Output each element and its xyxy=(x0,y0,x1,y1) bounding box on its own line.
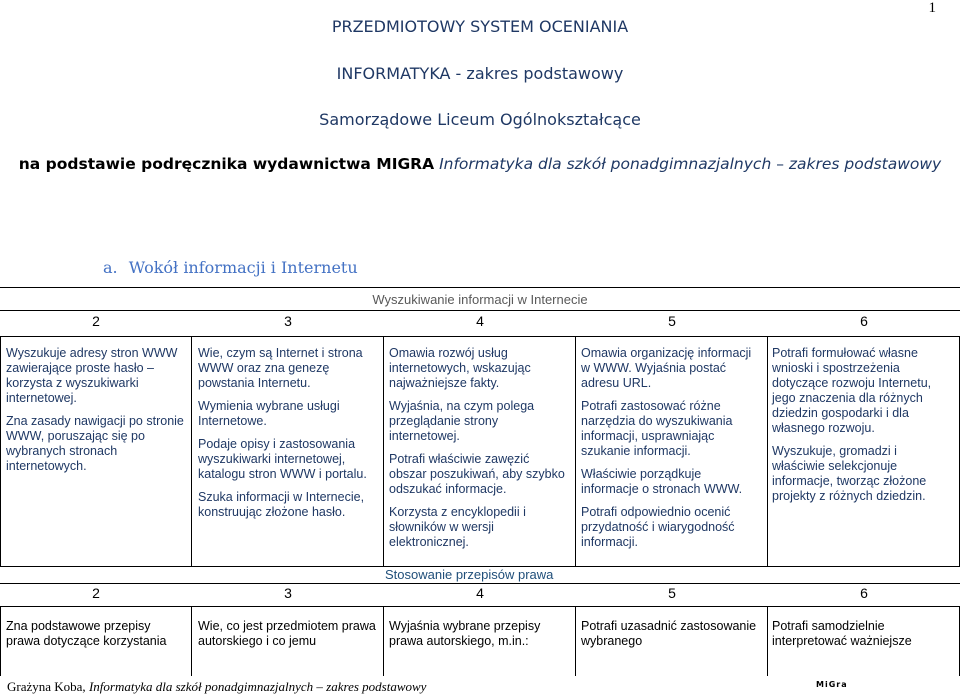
col-border xyxy=(0,606,1,676)
col-border xyxy=(767,336,768,566)
requirement: Potrafi formułować własne wnioski i spostrzeżenia dotyczące rozwoju Internetu, jego znaczenia dla różnych dziedzin gospodarki i dla własnego rozwoju. xyxy=(772,346,932,435)
grade-5: 5 xyxy=(668,585,676,601)
law-grade-3: Wie, co jest przedmiotem prawa autorskiego i co jemu xyxy=(198,619,376,648)
table2-grade-row xyxy=(0,585,960,603)
grade-6: 6 xyxy=(860,585,868,601)
footer-scope: zakres podstawowy xyxy=(326,679,427,694)
grade-4: 4 xyxy=(476,313,484,329)
table2-header-border xyxy=(0,606,960,607)
basis-dash: – xyxy=(771,155,789,173)
requirement: Szuka informacji w Internecie, konstruując złożone hasło. xyxy=(198,490,365,519)
grade-2-requirements xyxy=(6,346,184,482)
section-letter: a. xyxy=(103,258,118,277)
grade-6: 6 xyxy=(860,313,868,329)
textbook-basis xyxy=(0,155,960,173)
requirement: Wyszukuje adresy stron WWW zawierające proste hasło – korzysta z wyszukiwarki internetowej. xyxy=(6,346,178,405)
subject-title: INFORMATYKA - zakres podstawowy xyxy=(336,64,624,83)
requirement: Potrafi odpowiednio ocenić przydatność i wiarygodność informacji. xyxy=(581,505,735,549)
publisher-logo: MiGra xyxy=(816,680,848,689)
requirement: Korzysta z encyklopedii i słowników w wersji elektronicznej. xyxy=(389,505,526,549)
section-title: Wokół informacji i Internetu xyxy=(128,258,358,277)
requirement: Zna zasady nawigacji po stronie WWW, poruszając się po wybranych stronach internetowych. xyxy=(6,414,184,473)
requirement: Właściwie porządkuje informacje o stronach WWW. xyxy=(581,467,743,496)
footer-author: Grażyna Koba, xyxy=(7,679,86,694)
document-title: PRZEDMIOTOWY SYSTEM OCENIANIA xyxy=(331,17,629,36)
table1-caption: Wyszukiwanie informacji w Internecie xyxy=(372,292,588,307)
basis-scope: zakres podstawowy xyxy=(788,155,942,173)
grade-6-requirements xyxy=(772,346,952,512)
col-border xyxy=(191,336,192,566)
basis-bold: na podstawie podręcznika wydawnictwa MIGRA xyxy=(18,155,435,173)
page-number: 1 xyxy=(928,0,936,16)
law-grade-4: Wyjaśnia wybrane przepisy prawa autorskiego, m.in.: xyxy=(389,619,541,648)
law-grade-2: Zna podstawowe przepisy prawa dotyczące korzystania xyxy=(6,619,167,648)
requirement: Podaje opisy i zastosowania wyszukiwarki internetowej, katalogu stron WWW i portalu. xyxy=(198,437,367,481)
page-footer xyxy=(7,679,426,695)
table1-grade-row xyxy=(0,313,960,331)
table1-header-border xyxy=(0,336,960,337)
col-border xyxy=(0,336,1,566)
requirement: Wymienia wybrane usługi Internetowe. xyxy=(198,399,340,428)
table2-caption-border xyxy=(0,583,960,584)
requirement: Omawia rozwój usług internetowych, wskazując najważniejsze fakty. xyxy=(389,346,531,390)
grade-5-requirements xyxy=(581,346,761,558)
requirement: Wyszukuje, gromadzi i właściwie selekcjonuje informacje, tworząc złożone projekty z różnych dziedzin. xyxy=(772,444,927,503)
col-border xyxy=(575,606,576,676)
grade-2: 2 xyxy=(92,585,100,601)
table1-caption-border xyxy=(0,310,960,311)
col-border xyxy=(383,336,384,566)
grade-2: 2 xyxy=(92,313,100,329)
footer-dash: – xyxy=(313,679,327,694)
section-heading xyxy=(103,258,358,277)
col-border xyxy=(575,336,576,566)
footer-book: Informatyka dla szkół ponadgimnazjalnych xyxy=(88,679,314,694)
requirement: Wie, czym są Internet i strona WWW oraz zna genezę powstania Internetu. xyxy=(198,346,363,390)
requirement: Omawia organizację informacji w WWW. Wyjaśnia postać adresu URL. xyxy=(581,346,752,390)
school-name: Samorządowe Liceum Ogólnokształcące xyxy=(319,110,641,129)
requirement: Wyjaśnia, na czym polega przeglądanie strony internetowej. xyxy=(389,399,535,443)
col-border xyxy=(767,606,768,676)
grade-3: 3 xyxy=(284,313,292,329)
law-grade-6: Potrafi samodzielnie interpretować ważniejsze xyxy=(772,619,912,648)
grade-4: 4 xyxy=(476,585,484,601)
basis-book: Informatyka dla szkół ponadgimnazjalnych xyxy=(439,155,772,173)
requirement: Potrafi właściwie zawęzić obszar poszukiwań, aby szybko odszukać informacje. xyxy=(389,452,565,496)
law-grade-5: Potrafi uzasadnić zastosowanie wybranego xyxy=(581,619,757,648)
table2-caption: Stosowanie przepisów prawa xyxy=(385,567,554,582)
table1-top-border xyxy=(0,287,960,288)
requirement: Potrafi zastosować różne narzędzia do wyszukiwania informacji, usprawniając szukanie informacji. xyxy=(581,399,733,458)
grade-3-requirements xyxy=(198,346,378,528)
col-border xyxy=(191,606,192,676)
grade-4-requirements xyxy=(389,346,569,558)
grade-5: 5 xyxy=(668,313,676,329)
grade-3: 3 xyxy=(284,585,292,601)
col-border xyxy=(383,606,384,676)
